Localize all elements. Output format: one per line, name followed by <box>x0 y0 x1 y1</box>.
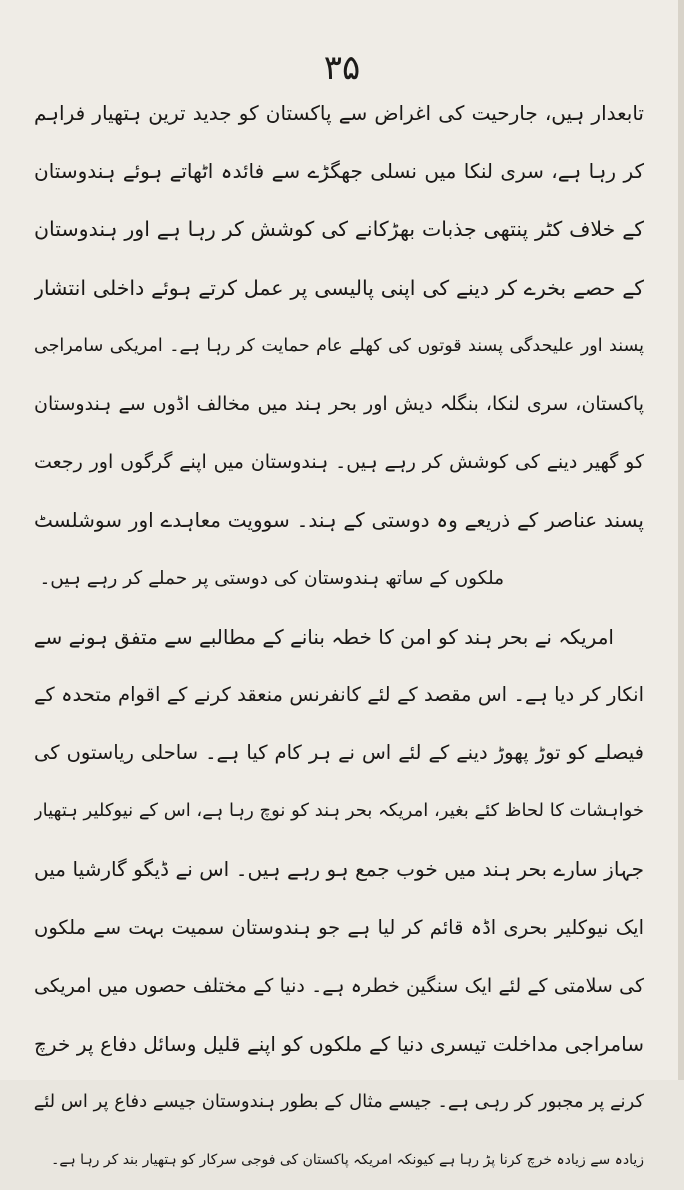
text-line: کے خلاف کٹر پنتھی جذبات بھڑکانے کی کوشش کر رہا ہے اور ہندوستان <box>34 217 644 242</box>
body-text <box>34 84 644 1190</box>
text-line: پسند اور علیحدگی پسند قوتوں کی کھلے عام حمایت کر رہا ہے۔ امریکی سامراجی <box>34 335 644 356</box>
text-line: کر رہا ہے، سری لنکا میں نسلی جھگڑے سے فائدہ اٹھاتے ہوئے ہندوستان <box>34 159 644 184</box>
text-line: ملکوں کے ساتھ ہندوستان کی دوستی پر حملے کر رہے ہیں۔ <box>39 567 504 589</box>
text-line: سامراجی مداخلت تیسری دنیا کے ملکوں کو اپنے قلیل وسائل دفاع پر خرچ <box>34 1032 644 1056</box>
page-number: ۳۵ <box>323 48 361 88</box>
text-line: پسند عناصر کے ذریعے وہ دوستی کے ہند۔ سوویت معاہدے اور سوشلسٹ <box>34 508 644 533</box>
text-line: پاکستان، سری لنکا، بنگلہ دیش اور بحر ہند میں مخالف اڈوں سے ہندوستان <box>34 392 644 415</box>
text-line: جہاز سارے بحر ہند میں خوب جمع ہو رہے ہیں۔ اس نے ڈیگو گارشیا میں <box>34 857 644 882</box>
text-line: کی سلامتی کے لئے ایک سنگین خطرہ ہے۔ دنیا کے مختلف حصوں میں امریکی <box>34 974 644 997</box>
text-line: تابعدار ہیں، جارحیت کی اغراض سے پاکستان کو جدید ترین ہتھیار فراہم <box>34 101 644 125</box>
text-line: زیادہ سے زیادہ خرچ کرنا پڑ رہا ہے کیونکہ امریکہ پاکستان کی فوجی سرکار کو ہتھیار بند کر رہا ہے۔ <box>51 1152 644 1169</box>
text-line: خواہشات کا لحاظ کئے بغیر، امریکہ بحر ہند کو نوچ رہا ہے، اس کے نیوکلیر ہتھیار <box>34 800 644 822</box>
text-line: کو گھیر دینے کی کوشش کر رہے ہیں۔ ہندوستان میں اپنے گرگوں اور رجعت <box>34 451 644 474</box>
text-line: فیصلے کو توڑ پھوڑ دینے کے لئے اس نے ہر کام کیا ہے۔ ساحلی ریاستوں کی <box>34 741 644 765</box>
text-line: امریکہ نے بحر ہند کو امن کا خطہ بنانے کے مطالبے سے متفق ہونے سے <box>34 624 614 649</box>
text-line: ایک نیوکلیر بحری اڈہ قائم کر لیا ہے جو ہندوستان سمیت بہت سے ملکوں <box>34 915 644 939</box>
text-line: کرنے پر مجبور کر رہی ہے۔ جیسے مثال کے بطور ہندوستان جیسے دفاع پر اس لئے <box>34 1091 644 1113</box>
text-line: انکار کر دیا ہے۔ اس مقصد کے لئے کانفرنس منعقد کرنے کے اقوام متحدہ کے <box>34 682 644 706</box>
text-line: کے حصے بخرے کر دینے کی اپنی پالیسی پر عمل کرتے ہوئے داخلی انتشار <box>34 275 644 300</box>
